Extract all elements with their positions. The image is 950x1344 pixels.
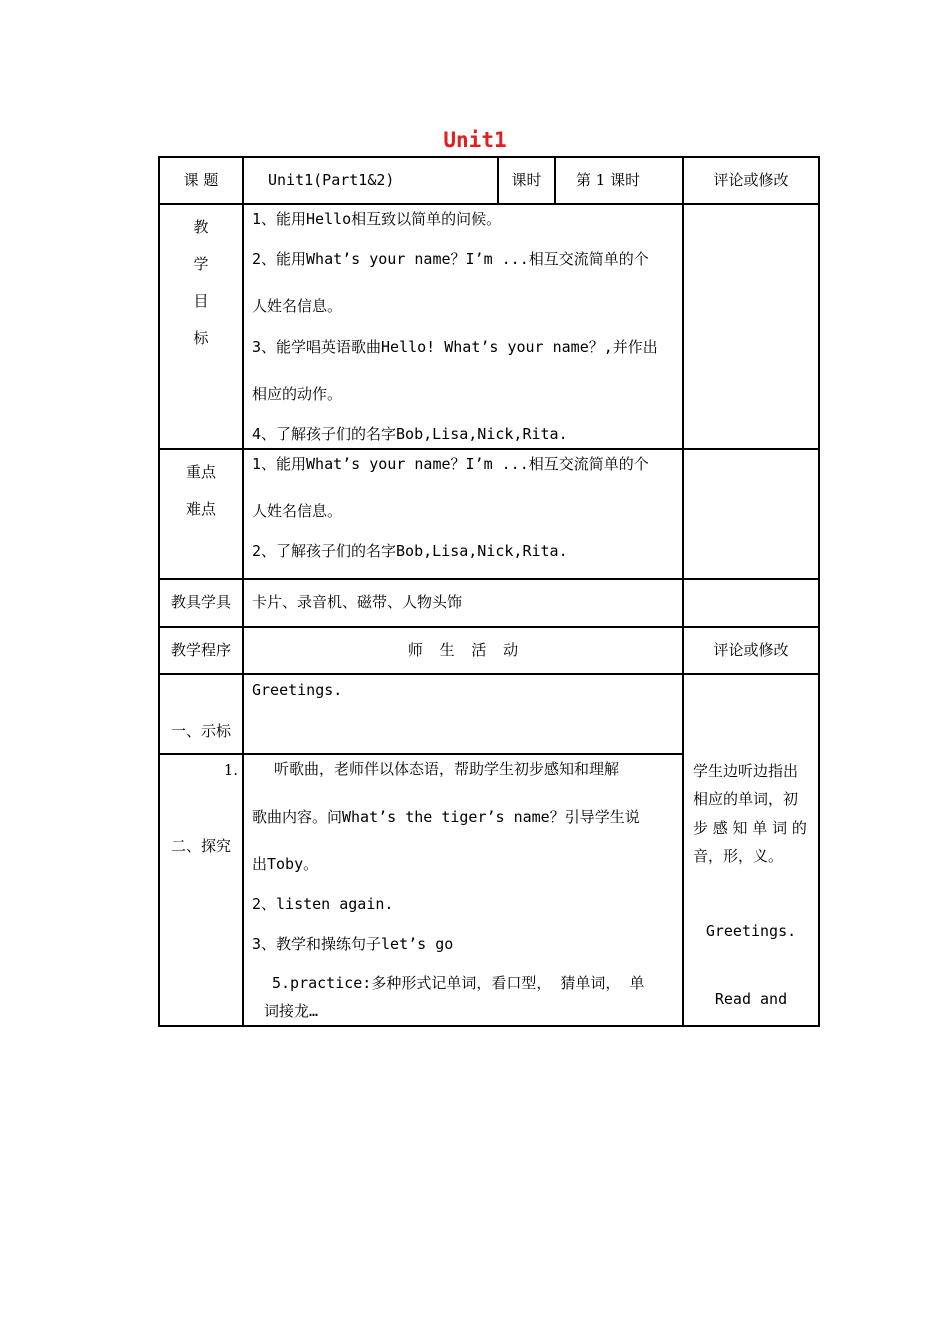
- objectives-label-char: 目: [193, 292, 209, 310]
- objectives-label-char: 学: [193, 255, 209, 273]
- objective-line: 1、能用Hello相互致以简单的问候。: [252, 210, 502, 228]
- objective-line: 相应的动作。: [252, 385, 343, 403]
- keypoint-line: 人姓名信息。: [252, 502, 343, 520]
- step2-line: 出Toby。: [252, 855, 319, 873]
- table-border-bottom: [158, 1025, 820, 1027]
- step2-line: 词接龙…: [264, 1002, 319, 1020]
- step2-line: 歌曲内容。问What’s the tiger’s name？引导学生说: [252, 808, 640, 826]
- keypoints-label: 重点: [185, 463, 216, 481]
- materials-label: 教具学具: [170, 593, 231, 611]
- comment-read: Read and: [714, 990, 788, 1008]
- materials-value: 卡片、录音机、磁带、人物头饰: [252, 593, 463, 611]
- column-divider: [682, 156, 684, 1027]
- column-divider: [554, 156, 556, 204]
- objectives-label-char: 标: [193, 329, 209, 347]
- activity-header: 师 生 活 动: [407, 641, 519, 659]
- keypoints-label: 难点: [185, 500, 216, 518]
- row-divider: [158, 626, 820, 628]
- comment-line: 相应的单词，初: [693, 790, 799, 808]
- row-divider: [158, 578, 820, 580]
- table-border-top: [158, 156, 820, 158]
- document-title: Unit1: [443, 128, 507, 152]
- period-label: 课时: [511, 171, 542, 189]
- objective-line: 3、能学唱英语歌曲Hello! What’s your name？,并作出: [252, 338, 658, 356]
- comment-line: 步 感 知 单 词 的: [693, 819, 807, 837]
- step2-line: 听歌曲，老师伴以体态语，帮助学生初步感知和理解: [274, 760, 620, 778]
- table-border-left: [158, 156, 160, 1027]
- procedure-comment-header: 评论或修改: [713, 641, 789, 659]
- period-value: 第 1 课时: [576, 171, 641, 189]
- step2-number: 1.: [223, 761, 238, 779]
- row-divider: [158, 673, 820, 675]
- objective-line: 人姓名信息。: [252, 297, 343, 315]
- column-divider: [242, 156, 244, 1027]
- lesson-plan-table: [158, 156, 820, 1027]
- table-border-right: [818, 156, 820, 1027]
- objective-line: 2、能用What’s your name？I’m ...相互交流简单的个: [252, 250, 649, 268]
- comment-header: 评论或修改: [713, 171, 789, 189]
- comment-greetings: Greetings.: [705, 922, 797, 940]
- step1-content: Greetings.: [252, 681, 343, 699]
- topic-label: 课 题: [183, 171, 219, 189]
- objectives-label-char: 教: [193, 218, 209, 236]
- procedure-label: 教学程序: [170, 641, 231, 659]
- keypoint-line: 1、能用What’s your name？I’m ...相互交流简单的个: [252, 455, 649, 473]
- step1-label: 一、示标: [170, 722, 231, 740]
- objective-line: 4、了解孩子们的名字Bob,Lisa,Nick,Rita.: [252, 425, 568, 443]
- comment-line: 音，形，义。: [693, 847, 784, 865]
- row-divider: [158, 753, 684, 755]
- comment-line: 学生边听边指出: [693, 762, 799, 780]
- row-divider: [158, 203, 820, 205]
- topic-value: Unit1(Part1&2): [268, 171, 395, 189]
- step2-label: 二、探究: [170, 837, 231, 855]
- keypoint-line: 2、了解孩子们的名字Bob,Lisa,Nick,Rita.: [252, 542, 568, 560]
- step2-line: 5.practice:多种形式记单词，看口型， 猜单词， 单: [272, 974, 645, 992]
- step2-line: 2、listen again.: [252, 895, 394, 913]
- row-divider: [158, 448, 820, 450]
- step2-line: 3、教学和操练句子let’s go: [252, 935, 454, 953]
